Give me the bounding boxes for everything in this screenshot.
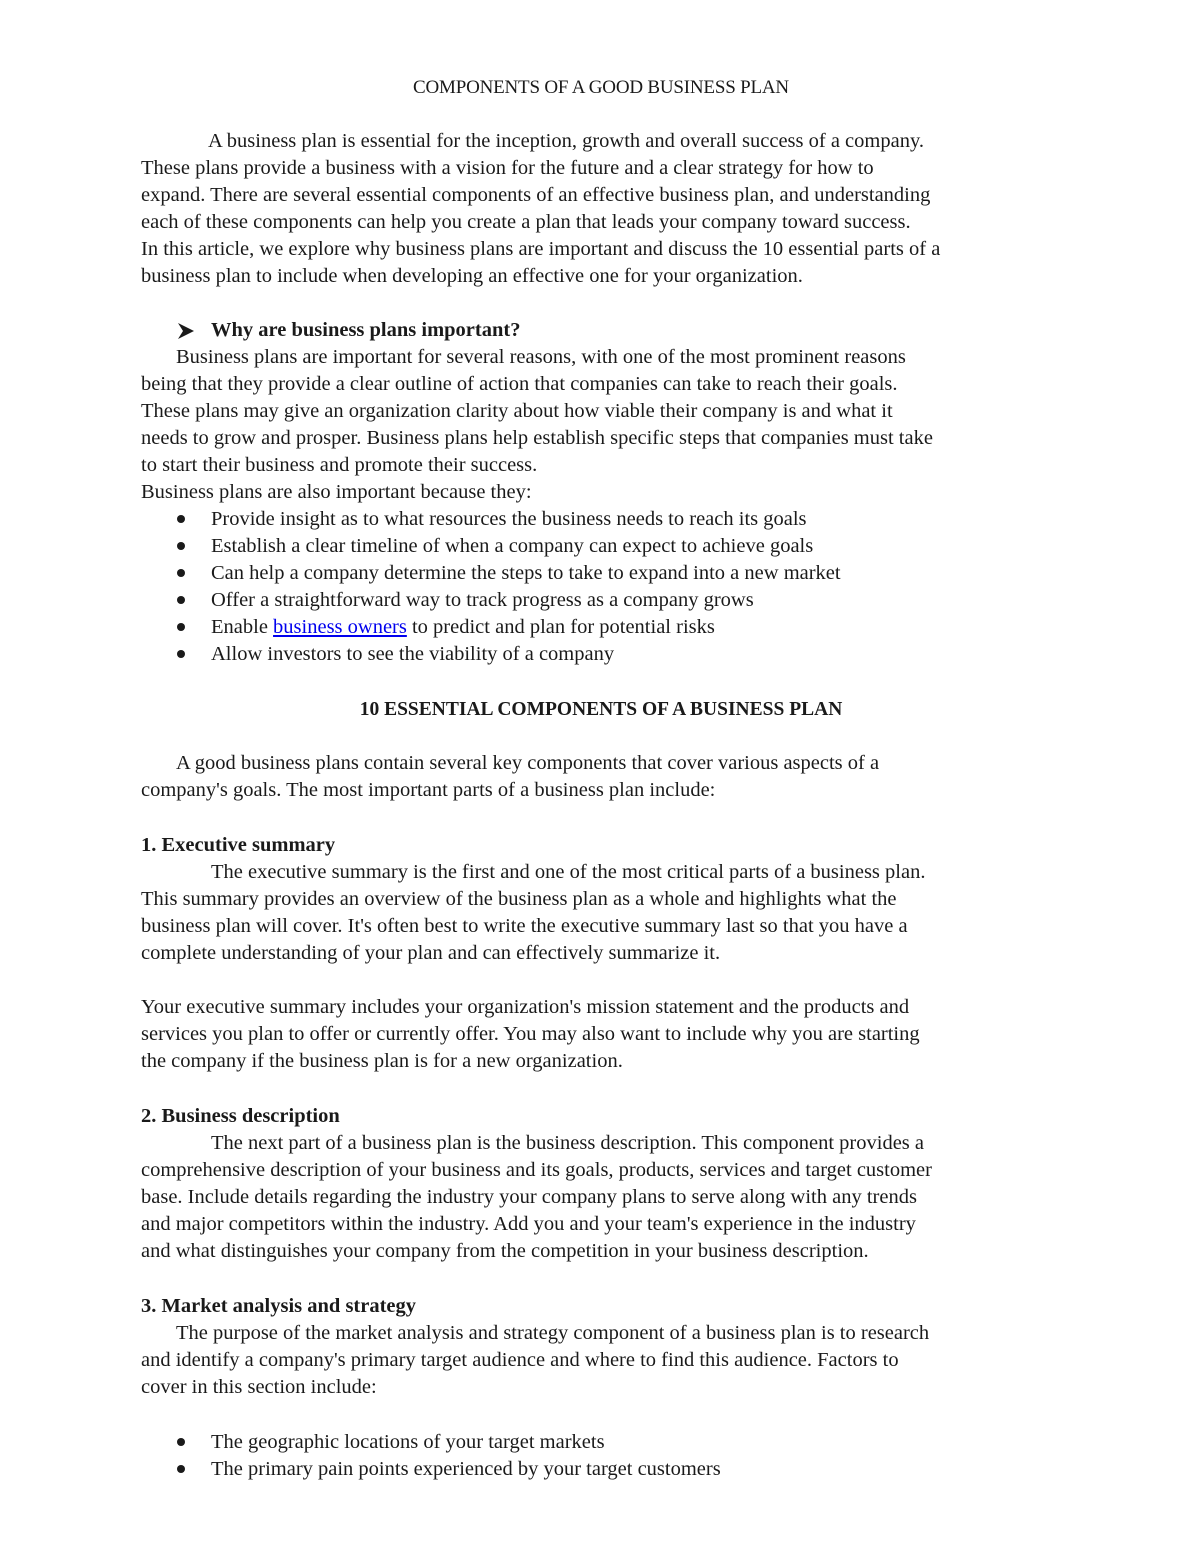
why-bullet-6: Allow investors to see the viability of a company	[211, 643, 615, 665]
why-line-4: needs to grow and prosper. Business plans help establish specific steps that companies must take	[141, 427, 933, 449]
why-bullet-1: Provide insight as to what resources the business needs to reach its goals	[211, 508, 807, 530]
section-title: 10 ESSENTIAL COMPONENTS OF A BUSINESS PLAN	[359, 699, 843, 720]
intro-line-6: business plan to include when developing an effective one for your organization.	[141, 265, 803, 287]
market-bullet-1: The geographic locations of your target markets	[211, 1431, 605, 1453]
bullet-icon	[177, 569, 185, 577]
market-line-3: cover in this section include:	[141, 1376, 377, 1398]
why-line-2: being that they provide a clear outline of action that companies can take to reach their goals.	[141, 373, 898, 395]
desc-heading: 2. Business description	[141, 1105, 340, 1127]
document-title: COMPONENTS OF A GOOD BUSINESS PLAN	[413, 77, 789, 98]
why-line-3: These plans may give an organization clarity about how viable their company is and what it	[141, 400, 893, 422]
why-bullet-2: Establish a clear timeline of when a company can expect to achieve goals	[211, 535, 814, 557]
exec-p1-line-1: The executive summary is the first and one of the most critical parts of a business plan.	[211, 861, 926, 883]
exec-p1-line-2: This summary provides an overview of the business plan as a whole and highlights what the	[141, 888, 897, 910]
market-line-1: The purpose of the market analysis and strategy component of a business plan is to research	[176, 1322, 930, 1344]
bullet-icon	[177, 650, 185, 658]
why-bullet-3: Can help a company determine the steps to take to expand into a new market	[211, 562, 841, 584]
intro-line-1: A business plan is essential for the inception, growth and overall success of a company.	[208, 130, 924, 152]
intro-line-4: each of these components can help you create a plan that leads your company toward success.	[141, 211, 911, 233]
bullet-icon	[177, 542, 185, 550]
market-bullet-2: The primary pain points experienced by your target customers	[211, 1458, 721, 1480]
exec-p1-line-4: complete understanding of your plan and can effectively summarize it.	[141, 942, 721, 964]
intro-line-3: expand. There are several essential components of an effective business plan, and understanding	[141, 184, 931, 206]
bullet-icon	[177, 515, 185, 523]
why-line-5: to start their business and promote their success.	[141, 454, 538, 476]
section-intro-line-1: A good business plans contain several key components that cover various aspects of a	[176, 752, 880, 774]
intro-line-2: These plans provide a business with a vision for the future and a clear strategy for how to	[141, 157, 874, 179]
intro-line-5: In this article, we explore why business plans are important and discuss the 10 essential parts of a	[141, 238, 941, 260]
desc-line-3: base. Include details regarding the industry your company plans to serve along with any trends	[141, 1186, 917, 1208]
desc-line-2: comprehensive description of your business and its goals, products, services and target customer	[141, 1159, 932, 1181]
desc-line-4: and major competitors within the industry. Add you and your team's experience in the industry	[141, 1213, 916, 1235]
bullet-icon	[177, 1438, 185, 1446]
market-line-2: and identify a company's primary target audience and where to find this audience. Factors to	[141, 1349, 899, 1371]
business-owners-link[interactable]: business owners	[273, 616, 407, 638]
bullet-icon	[177, 596, 185, 604]
why-bullet-5-prefix: Enable	[211, 616, 274, 638]
why-line-1: Business plans are important for several reasons, with one of the most prominent reasons	[176, 346, 906, 368]
exec-heading: 1. Executive summary	[141, 834, 336, 856]
bullet-icon	[177, 623, 185, 631]
exec-p2-line-3: the company if the business plan is for a new organization.	[141, 1050, 623, 1072]
why-heading: Why are business plans important?	[211, 319, 521, 341]
market-heading: 3. Market analysis and strategy	[141, 1295, 417, 1317]
why-bullet-5-suffix: to predict and plan for potential risks	[406, 616, 715, 638]
why-bullet-4: Offer a straightforward way to track progress as a company grows	[211, 589, 754, 611]
desc-line-5: and what distinguishes your company from the competition in your business description.	[141, 1240, 869, 1262]
desc-line-1: The next part of a business plan is the business description. This component provides a	[211, 1132, 925, 1154]
why-line-6: Business plans are also important because they:	[141, 481, 532, 503]
why-bullet-5	[211, 614, 715, 641]
exec-p1-line-3: business plan will cover. It's often best to write the executive summary last so that you have a	[141, 915, 908, 937]
exec-p2-line-1: Your executive summary includes your organization's mission statement and the products and	[141, 996, 910, 1018]
bullet-icon	[177, 1465, 185, 1473]
section-intro-line-2: company's goals. The most important parts of a business plan include:	[141, 779, 716, 801]
exec-p2-line-2: services you plan to offer or currently offer. You may also want to include why you are starting	[141, 1023, 920, 1045]
arrow-bullet-icon	[176, 322, 196, 340]
